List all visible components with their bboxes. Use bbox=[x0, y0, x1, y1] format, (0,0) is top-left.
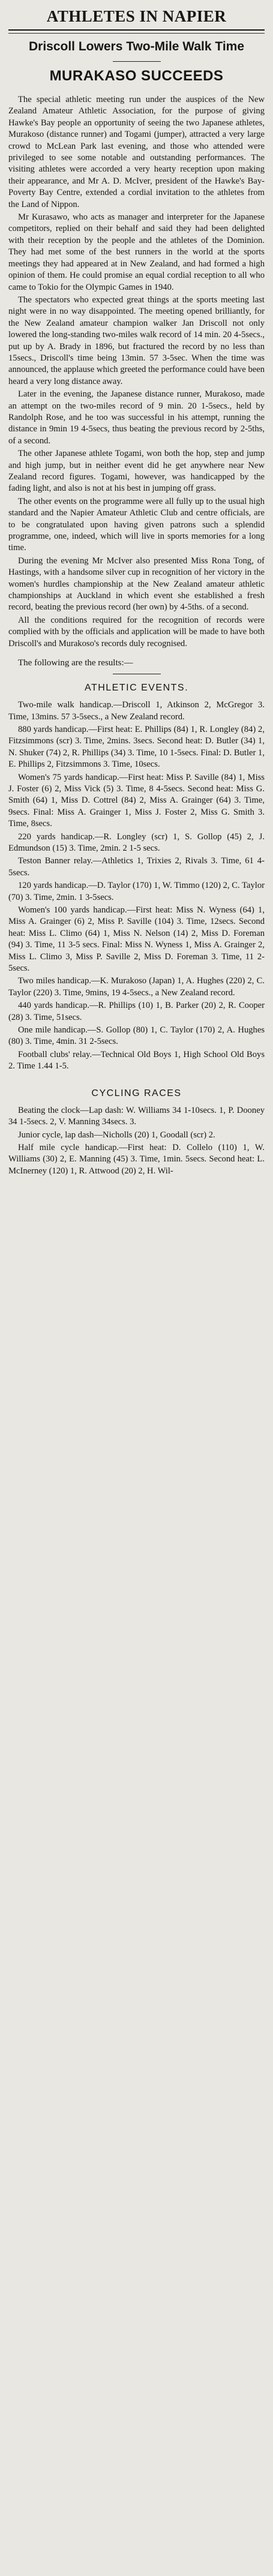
result-item: Two miles handicap.—K. Murakoso (Japan) 1, A. Hughes (220) 2, C. Taylor (220) 3. Time, 9mins, 19 4-5secs., a New Zealand record. bbox=[8, 976, 265, 998]
paragraph: The spectators who expected great things at the sports meeting last night were in no way disappointed. The meeting opened brilliantly, for the New Zealand amateur champion walker Jan Driscoll not only lowered the long-standing two-miles walk record of 14 min. 20 4-5secs., put up by A. Brady in 1896, but fractured the record by no less than 15secs., Driscoll's time being 13min. 57 3-5sec. When the time was announced, the applause which greeted the performance could have been heard a very long distance away. bbox=[8, 295, 265, 386]
result-item: 120 yards handicap.—D. Taylor (170) 1, W. Timmo (120) 2, C. Taylor (70) 3. Time, 2min. 1 3-5secs. bbox=[8, 881, 265, 902]
section-title: CYCLING RACES bbox=[91, 1088, 182, 1098]
result-item: Teston Banner relay.—Athletics 1, Trixies 2, Rivals 3. Time, 61 4-5secs. bbox=[8, 856, 265, 878]
result-item: Half mile cycle handicap.—First heat: D. Collelo (110) 1, W. Williams (30) 2, E. Manning (45) 3. Time, 1min. 5secs. Second heat: L. McInerney (120) 1, R. Attwood (20) 2, H. Wil- bbox=[8, 1142, 265, 1176]
result-item: Women's 100 yards handicap.—First heat: Miss N. Wyness (64) 1, Miss A. Grainger (6) 2, Miss P. Saville (104) 3. Time, 12secs. Second heat: Miss L. Climo (64) 1, Miss N. Nelson (14) 2, Miss D. Foreman (94) 3. Time, 11 3-5 secs. Final: Miss N. Wyness 1, Miss A. Grainger 2, Miss L. Climo 3, Miss P. Saville 2, Miss D. Foreman 3. Time, 11 2-5secs. bbox=[8, 905, 265, 974]
paragraph: Mr Kurasawo, who acts as manager and interpreter for the Japanese competitors, replied on their behalf and said they had been delighted with their reception by the people and the athletes of the Dominion. They had met some of the best runners in the world at the sports meetings they had appeared at in New Zealand, and had formed a high opinion of them. He could promise an equal cordial reception to all who came to Tokio for the Olympic Games in 1940. bbox=[8, 212, 265, 292]
subheadline: MURAKASO SUCCEEDS bbox=[49, 68, 224, 84]
result-item: 440 yards handicap.—R. Phillips (10) 1, B. Parker (20) 2, R. Cooper (28) 3. Time, 51secs. bbox=[8, 1001, 265, 1022]
paragraph: The special athletic meeting run under the auspices of the New Zealand Amateur Athletic Association, for the purpose of giving Hawke's Bay people an opportunity of seeing the two Japanese athletes, Murakoso (distance runner) and Togami (jumper), attracted a very large crowd to McLean Park last evening, and those who attended were privileged to see some notable and outstanding performances. The visiting athletes were accorded a very hearty reception upon making their appearance, and Mr A. D. McIver, president of the Hawke's Bay-Poverty Bay Centre, extended a cordial invitation to the athletes from the Land of Nippon. bbox=[8, 95, 265, 209]
results-section-cycling bbox=[8, 1088, 265, 1177]
headline: ATHLETES IN NAPIER bbox=[46, 7, 227, 25]
result-item: Beating the clock—Lap dash: W. Williams 34 1-10secs. 1, P. Dooney 34 1-5secs. 2, V. Manning 34secs. 3. bbox=[8, 1105, 265, 1127]
deck-headline: Driscoll Lowers Two-Mile Walk Time bbox=[28, 40, 245, 53]
result-item: Junior cycle, lap dash—Nicholls (20) 1, Goodall (scr) 2. bbox=[18, 1130, 215, 1140]
paragraph: The other events on the programme were all fully up to the usual high standard and the Napier Amateur Athletic Club and centre officials, are to be congratulated upon having given patrons such a splendid programme, one, indeed, which will live in sports memories for a long time. bbox=[8, 496, 265, 553]
results-section-athletic bbox=[8, 674, 265, 1073]
paragraph: All the conditions required for the recognition of records were complied with by the officials and application will be made to have both Driscoll's and Murakoso's records duly recognised. bbox=[8, 615, 265, 648]
spacer bbox=[8, 1074, 265, 1080]
divider bbox=[8, 29, 265, 31]
paragraph: During the evening Mr McIver also presented Miss Rona Tong, of Hastings, with a handsome silver cup in recognition of her victory in the women's hurdles championship at the New Zealand amateur athletic championships at Auckland in which event she established a fresh record, beating the previous record (her own) by 4-5ths. of a second. bbox=[8, 556, 265, 613]
divider bbox=[113, 61, 161, 62]
result-item: 220 yards handicap.—R. Longley (scr) 1, S. Gollop (45) 2, J. Edmundson (15) 3. Time, 2min. 2 1-5 secs. bbox=[8, 831, 265, 853]
paragraph: Later in the evening, the Japanese distance runner, Murakoso, made an attempt on the two-miles record of 9 min. 20 1-5secs., held by Randolph Rose, and he too was successful in his attempt, running the distance in 9min 19 4-5secs, thus beating the previous record by 2-5ths, of a second. bbox=[8, 389, 265, 446]
result-item: One mile handicap.—S. Gollop (80) 1, C. Taylor (170) 2, A. Hughes (80) 3. Time, 4min. 31 2-5secs. bbox=[8, 1025, 265, 1047]
paragraph: The other Japanese athlete Togami, won both the hop, step and jump and high jump, but in neither event did he get anywhere near New Zealand record figures. Togami, however, was handicapped by the fading light, and also is not at his best in jumping off grass. bbox=[8, 449, 265, 494]
result-item: Women's 75 yards handicap.—First heat: Miss P. Saville (84) 1, Miss J. Foster (6) 2, Miss Vick (5) 3. Time, 8 4-5secs. Second heat: Miss G. Smith (64) 1, Miss D. Cottrel (84) 2, Miss A. Grainger (64) 3. Time, 9secs. Final: Miss A. Grainger 1, Miss J. Foster 2, Miss G. Smith 3. Time, 8secs. bbox=[8, 772, 265, 829]
divider bbox=[8, 33, 265, 34]
result-item: Two-mile walk handicap.—Driscoll 1, Atkinson 2, McGregor 3. Time, 13mins. 57 3-5secs., a New Zealand record. bbox=[8, 700, 265, 722]
section-title: ATHLETIC EVENTS. bbox=[84, 683, 189, 693]
result-item: Football clubs' relay.—Technical Old Boys 1, High School Old Boys 2. Time 1.44 1-5. bbox=[8, 1049, 265, 1071]
article-body bbox=[8, 94, 265, 650]
result-item: 880 yards handicap.—First heat: E. Phillips (84) 1, R. Longley (84) 2, Fitzsimmons (scr) 3. Time, 2mins. 3secs. Second heat: D. Butler (34) 1, N. Shuker (74) 2, R. Phillips (34) 3. Time, 10 1-5secs. Final: D. Butler 1, E. Phillips 2, Fitzsimmons 3. Time, 10secs. bbox=[8, 724, 265, 770]
results-intro: The following are the results:— bbox=[18, 658, 133, 668]
